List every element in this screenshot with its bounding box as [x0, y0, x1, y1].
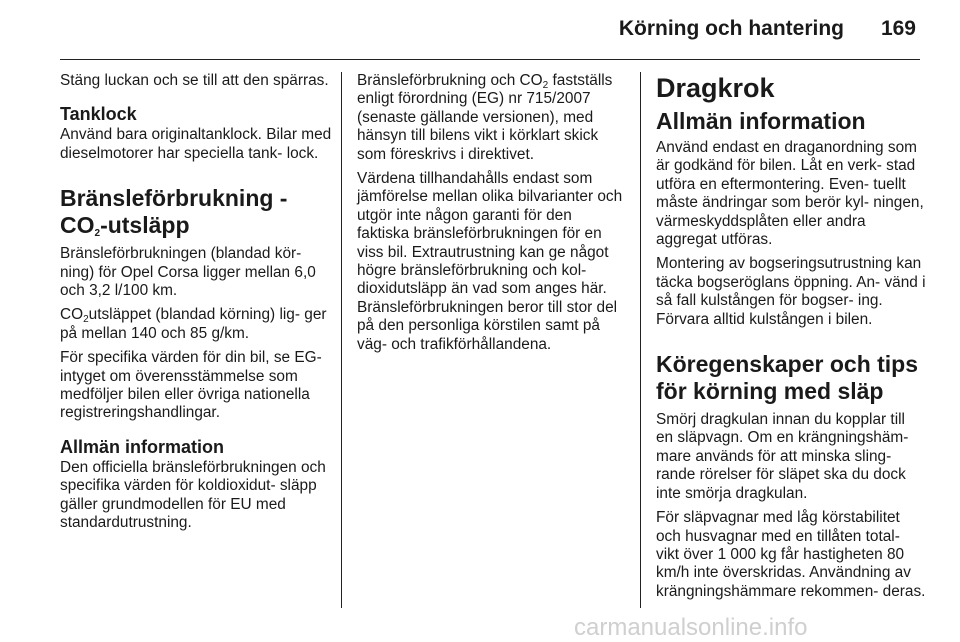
co2-sub: 2 [83, 314, 89, 326]
fuel-consumption-heading [60, 185, 334, 239]
chapter-title: Körning och hantering [618, 17, 844, 40]
fuel-consumption-text: Bränsleförbrukningen (blandad kör- ning) för Opel Corsa ligger mellan 6,0 och 3,2 l/100 km. [60, 245, 316, 300]
regulation-prefix: Bränsleförbrukning och CO [357, 72, 543, 89]
regulation-text [357, 72, 625, 164]
regulation-sub: 2 [542, 80, 549, 91]
general-info-heading-right: Allmän information [656, 108, 866, 134]
fuel-heading-part1: Bränsleförbrukning - [60, 185, 288, 212]
general-info-text-left: Den officiella bränsleförbrukningen och specifika värden för koldioxidut- släpp gäller grundmodellen för EU med standardutrustning. [60, 458, 326, 532]
co2-prefix: CO [60, 306, 84, 324]
column-divider-2 [640, 72, 641, 608]
header-divider [60, 59, 920, 60]
column-middle [357, 72, 625, 360]
regulation-body: fastställs enligt förordning (EG) nr 715/2007 (senaste gällande versionen), med hänsyn till bilens vikt i körklart skick som föreskrivs i direktivet. [357, 72, 613, 163]
tanklock-heading: Tanklock [60, 104, 137, 125]
tanklock-text: Använd bara originaltanklock. Bilar med dieselmotorer har speciella tank- lock. [60, 126, 332, 162]
specific-values-text: För specifika värden för din bil, se EG-intyget om överensstämmelse som medföljer bilen eller övriga nationella registreringshandlingar. [60, 349, 322, 422]
towbar-general-text: Använd endast en draganordning som är godkänd för bilen. Låt en verk- stad utföra en eftermontering. Even- tuellt måste ändringar som berör kyl- ningen, värmeskyddsplåten eller andra aggregat utföras. [656, 139, 924, 249]
towbar-heading: Dragkrok [656, 73, 775, 103]
towbar-mounting-text: Montering av bogseringsutrustning kan täcka bogseröglans öppning. An- vänd i så fall kulstången för bogser- ing. Förvara alltid kulstången i bilen. [656, 255, 926, 328]
general-info-heading-left: Allmän information [60, 436, 225, 457]
column-divider-1 [341, 72, 342, 608]
watermark: carmanualsonline.info [574, 614, 808, 641]
values-disclaimer-text: Värdena tillhandahålls endast som jämförelse mellan olika bilvarianter och utgör inte någon garanti för den faktiska bränsleförbrukningen för en viss bil. Extrautrustning kan ge något högre bränsleförbrukning och kol- dioxidutsläpp än vad som anges här. Bränsleförbrukningen beror till stor del på den personliga körstilen samt på väg- och trafikförhållandena. [357, 170, 623, 353]
column-left [60, 72, 334, 539]
fuel-heading-co: CO [60, 212, 95, 239]
fuel-heading-part2: -utsläpp [100, 212, 190, 239]
page-header [0, 0, 960, 62]
caravan-text: För släpvagnar med låg körstabilitet och husvagnar med en tillåten total- vikt över 1 000 kg får hastigheten 80 km/h inte överskridas. Användning av krängningshämmare rekommen- deras. [656, 509, 926, 600]
column-right [656, 72, 926, 607]
co2-text: utsläppet (blandad körning) lig- ger på mellan 140 och 85 g/km. [60, 306, 327, 342]
fuel-cap-intro: Stäng luckan och se till att den spärras. [60, 72, 329, 89]
page-number: 169 [880, 17, 916, 40]
grease-text: Smörj dragkulan innan du kopplar till en släpvagn. Om en krängningshäm- mare används för att minska sling- rande rörelser för släpet ska du dock inte smörja dragkulan. [656, 411, 909, 502]
fuel-heading-sub: 2 [94, 228, 101, 240]
trailer-driving-heading: Köregenskaper och tips för körning med släp [656, 351, 919, 405]
co2-emission-text [60, 306, 334, 343]
